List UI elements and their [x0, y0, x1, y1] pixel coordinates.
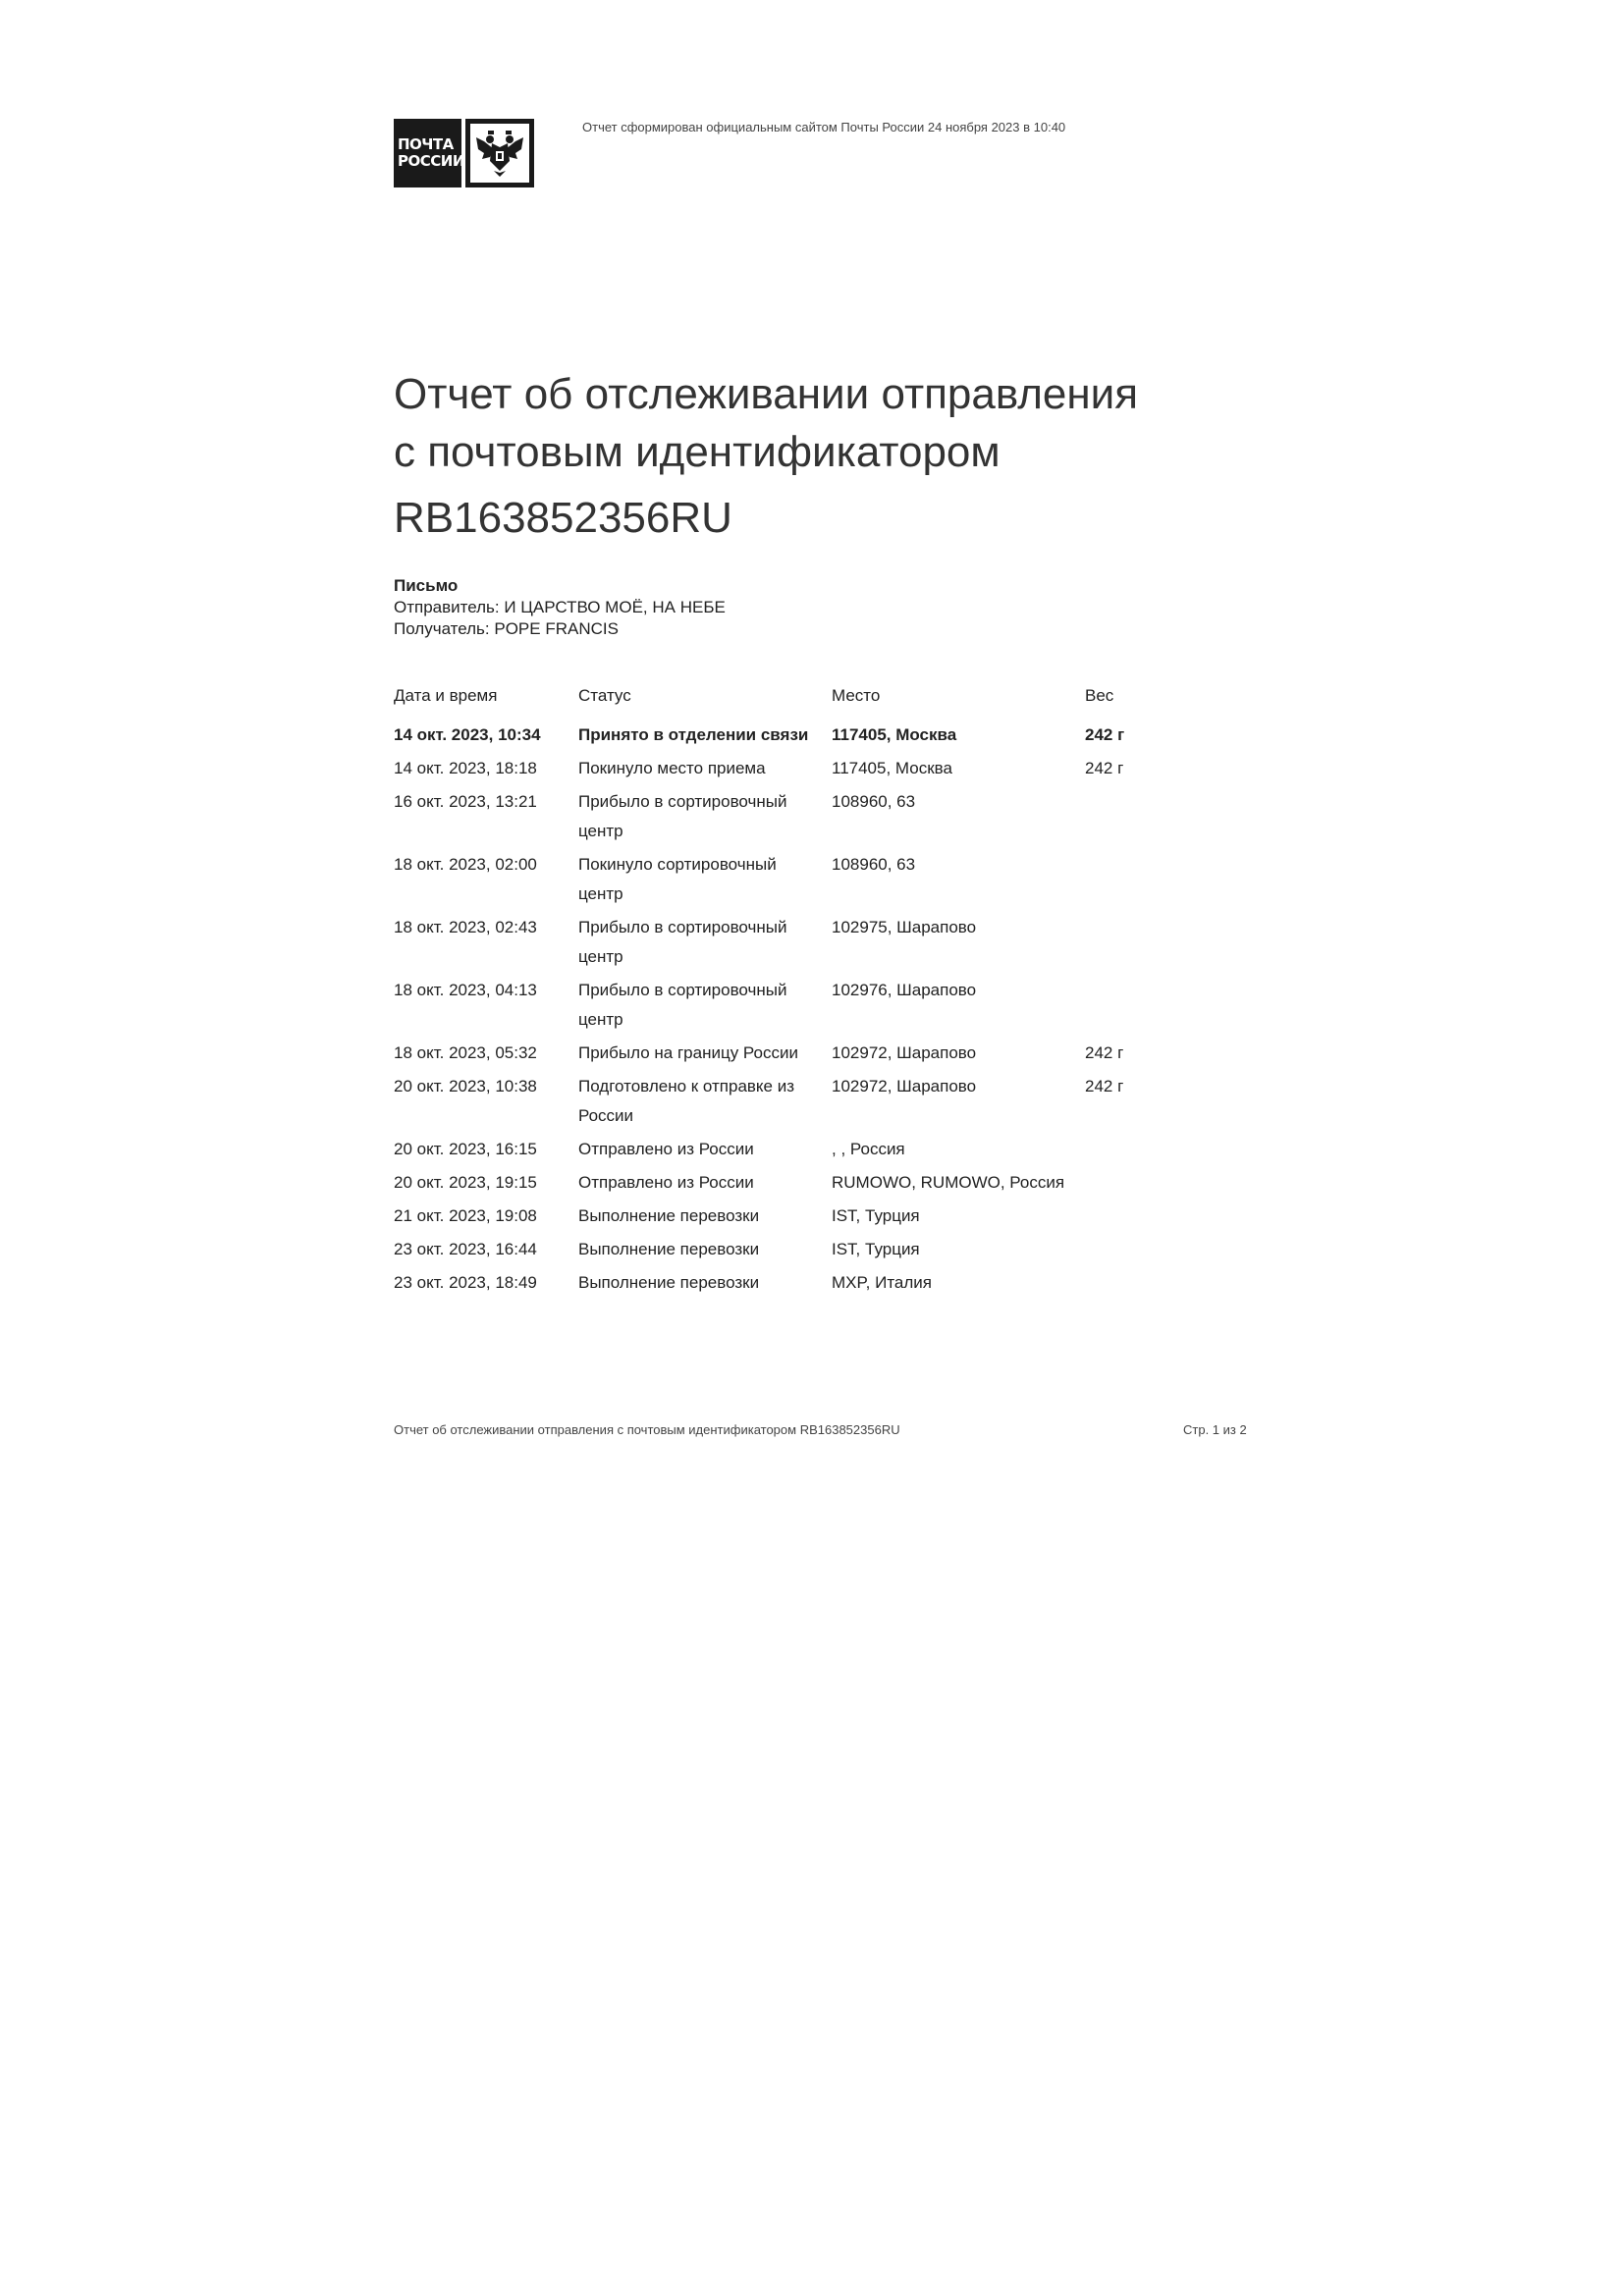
table-row [394, 1268, 1238, 1298]
page-number: Стр. 1 из 2 [1183, 1422, 1247, 1437]
row-status: Прибыло в сортировочный центр [578, 792, 787, 840]
row-status: Отправлено из России [578, 1173, 754, 1192]
row-weight: 242 г [1085, 1043, 1124, 1062]
generated-notice: Отчет сформирован официальным сайтом Почты России 24 ноября 2023 в 10:40 [582, 120, 1066, 134]
tracking-code: RB163852356RU [394, 494, 732, 542]
eagle-emblem-icon [465, 119, 534, 187]
table-row [394, 787, 1238, 846]
row-place: 117405, Москва [832, 725, 957, 744]
row-date: 16 окт. 2023, 13:21 [394, 792, 537, 811]
row-status: Прибыло в сортировочный центр [578, 981, 787, 1029]
table-row [394, 1168, 1238, 1198]
row-date: 18 окт. 2023, 02:43 [394, 918, 537, 936]
row-place: RUMOWO, RUMOWO, Россия [832, 1173, 1065, 1192]
row-date: 21 окт. 2023, 19:08 [394, 1206, 537, 1225]
logo-wordmark [394, 119, 464, 187]
row-date: 14 окт. 2023, 10:34 [394, 725, 541, 744]
row-status: Принято в отделении связи [578, 725, 809, 744]
table-row [394, 1039, 1238, 1068]
header-weight: Вес [1085, 686, 1114, 705]
row-status: Выполнение перевозки [578, 1206, 760, 1225]
header-status: Статус [578, 686, 631, 705]
row-weight: 242 г [1085, 759, 1124, 777]
row-status: Подготовлено к отправке из России [578, 1077, 795, 1125]
row-weight: 242 г [1085, 725, 1125, 744]
title-line-1: Отчет об отслеживании отправления [394, 370, 1139, 418]
row-status: Выполнение перевозки [578, 1240, 760, 1258]
row-weight [1085, 976, 1183, 1035]
footer-document-title: Отчет об отслеживании отправления с почтовым идентификатором RB163852356RU [394, 1422, 900, 1437]
tracking-table [394, 681, 1238, 1302]
row-place: 102972, Шарапово [832, 1043, 977, 1062]
table-row [394, 1235, 1238, 1264]
table-header [394, 681, 1238, 711]
row-place: 102972, Шарапово [832, 1077, 977, 1095]
row-status: Отправлено из России [578, 1140, 754, 1158]
row-weight [1085, 1201, 1183, 1231]
header-place: Место [832, 686, 881, 705]
row-status: Покинуло сортировочный центр [578, 855, 777, 903]
row-place: IST, Турция [832, 1206, 920, 1225]
table-row [394, 1201, 1238, 1231]
row-place: IST, Турция [832, 1240, 920, 1258]
row-place: 108960, 63 [832, 792, 916, 811]
row-weight [1085, 1168, 1183, 1198]
recipient: Получатель: POPE FRANCIS [394, 619, 619, 638]
row-status: Прибыло на границу России [578, 1043, 798, 1062]
row-date: 23 окт. 2023, 16:44 [394, 1240, 537, 1258]
table-row [394, 913, 1238, 972]
row-date: 18 окт. 2023, 02:00 [394, 855, 537, 874]
row-date: 18 окт. 2023, 05:32 [394, 1043, 537, 1062]
table-row [394, 754, 1238, 783]
row-place: 108960, 63 [832, 855, 916, 874]
row-date: 20 окт. 2023, 10:38 [394, 1077, 537, 1095]
row-date: 23 окт. 2023, 18:49 [394, 1273, 537, 1292]
row-status: Покинуло место приема [578, 759, 766, 777]
table-row [394, 850, 1238, 909]
table-row [394, 721, 1238, 750]
row-weight [1085, 1135, 1183, 1164]
row-weight [1085, 787, 1183, 846]
logo-line-1: ПОЧТА [398, 135, 454, 153]
row-date: 18 окт. 2023, 04:13 [394, 981, 537, 999]
row-weight [1085, 850, 1183, 909]
row-place: 102976, Шарапово [832, 981, 977, 999]
row-weight [1085, 1268, 1183, 1298]
row-status: Прибыло в сортировочный центр [578, 918, 787, 966]
row-date: 20 окт. 2023, 19:15 [394, 1173, 537, 1192]
table-row [394, 976, 1238, 1035]
shipment-type: Письмо [394, 576, 459, 595]
row-date: 20 окт. 2023, 16:15 [394, 1140, 537, 1158]
row-place: 102975, Шарапово [832, 918, 977, 936]
sender: Отправитель: И ЦАРСТВО МОЁ, НА НЕБЕ [394, 598, 726, 616]
russian-post-logo [394, 119, 535, 187]
table-row [394, 1135, 1238, 1164]
row-weight [1085, 1235, 1183, 1264]
row-place: , , Россия [832, 1140, 905, 1158]
row-place: 117405, Москва [832, 759, 952, 777]
row-date: 14 окт. 2023, 18:18 [394, 759, 537, 777]
row-place: MXP, Италия [832, 1273, 932, 1292]
row-weight [1085, 913, 1183, 972]
row-weight: 242 г [1085, 1077, 1124, 1095]
shipment-info [394, 575, 726, 640]
row-status: Выполнение перевозки [578, 1273, 760, 1292]
title-line-2: с почтовым идентификатором [394, 428, 1001, 476]
logo-line-2: РОССИИ [398, 152, 464, 170]
header-date: Дата и время [394, 686, 498, 705]
page-title [394, 365, 1376, 547]
table-row [394, 1072, 1238, 1131]
